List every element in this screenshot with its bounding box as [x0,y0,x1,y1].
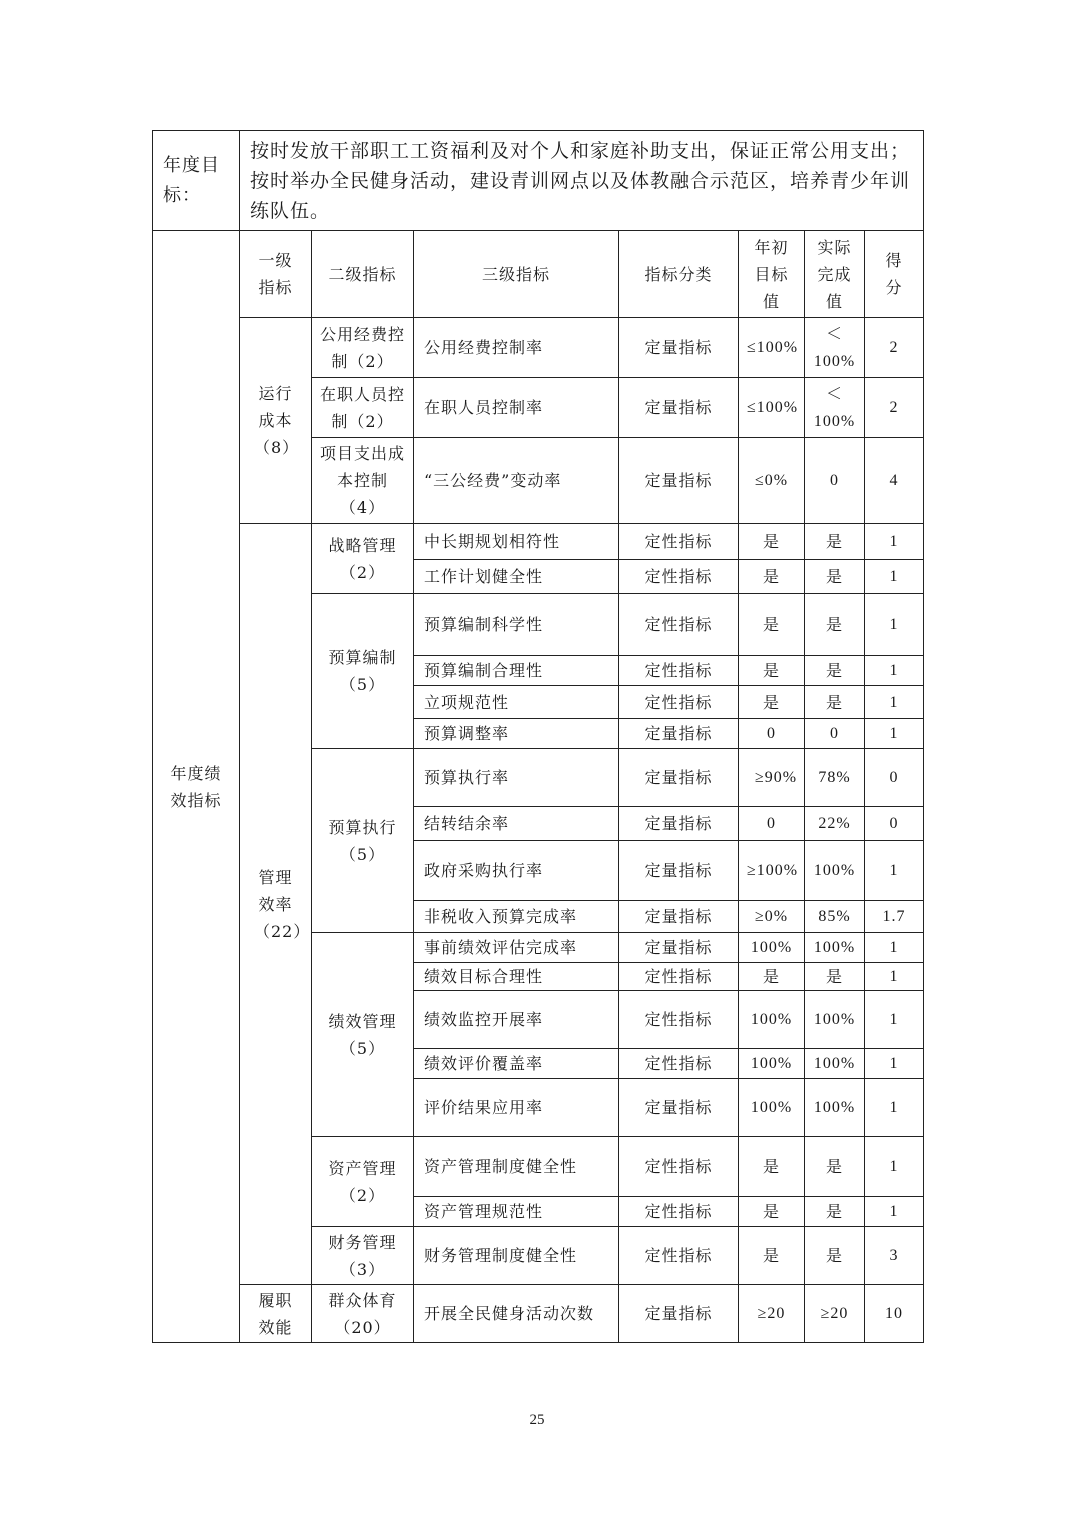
indicator-category: 定量指标 [619,719,739,749]
subgroup-label: 资产管理（2） [312,1137,414,1227]
indicator-score: 1 [865,1079,924,1137]
subgroup-label: 项目支出成本控制（4） [312,438,414,524]
indicator-actual: 是 [805,524,865,560]
indicator-actual: 100% [805,991,865,1049]
indicator-actual: 是 [805,1137,865,1197]
indicator-name: 预算调整率 [414,719,619,749]
indicator-score: 3 [865,1227,924,1285]
indicator-actual: 0 [805,438,865,524]
table-row [153,1285,924,1343]
indicator-score: 4 [865,438,924,524]
goal-label: 年度目标： [153,131,240,231]
indicator-name: 非税收入预算完成率 [414,901,619,933]
indicator-score: 1 [865,1137,924,1197]
indicator-score: 0 [865,807,924,841]
indicator-actual: 是 [805,1227,865,1285]
indicator-actual: ＜100% [805,378,865,438]
indicator-target: 是 [739,1227,805,1285]
indicator-category: 定量指标 [619,841,739,901]
indicator-actual: ≥20 [805,1285,865,1343]
indicator-name: 结转结余率 [414,807,619,841]
indicator-actual: ＜100% [805,318,865,378]
table-row [153,318,924,378]
indicator-name: 工作计划健全性 [414,560,619,594]
indicator-score: 1 [865,524,924,560]
header-actual: 实际完成值 [805,231,865,318]
goal-row [153,131,924,231]
indicator-category: 定性指标 [619,560,739,594]
indicator-target: 100% [739,933,805,963]
indicator-name: 公用经费控制率 [414,318,619,378]
indicator-name: 在职人员控制率 [414,378,619,438]
indicator-actual: 是 [805,1197,865,1227]
header-level1: 一级指标 [240,231,312,318]
indicator-category: 定性指标 [619,594,739,656]
indicator-target: 0 [739,719,805,749]
group-duty-effectiveness: 履职效能 [240,1285,312,1343]
indicator-category: 定量指标 [619,749,739,807]
indicator-target: ≥0% [739,901,805,933]
indicator-target: 100% [739,1049,805,1079]
header-target: 年初目标值 [739,231,805,318]
indicator-target: ≤100% [739,378,805,438]
page-number: 25 [529,1412,545,1428]
indicator-category: 定量指标 [619,1079,739,1137]
indicator-target: 是 [739,1197,805,1227]
indicator-category: 定量指标 [619,901,739,933]
indicator-name: “三公经费”变动率 [414,438,619,524]
indicator-target: 100% [739,1079,805,1137]
indicator-score: 1 [865,560,924,594]
indicator-name: 立项规范性 [414,686,619,719]
subgroup-label: 群众体育（20） [312,1285,414,1343]
indicator-name: 评价结果应用率 [414,1079,619,1137]
indicator-category: 定量指标 [619,933,739,963]
subgroup-label: 在职人员控制（2） [312,378,414,438]
indicator-name: 预算编制科学性 [414,594,619,656]
indicator-category: 定量指标 [619,807,739,841]
header-category: 指标分类 [619,231,739,318]
indicator-name: 政府采购执行率 [414,841,619,901]
indicator-score: 1 [865,991,924,1049]
indicator-actual: 是 [805,594,865,656]
indicator-name: 财务管理制度健全性 [414,1227,619,1285]
indicator-target: 是 [739,656,805,686]
indicator-target: ≥20 [739,1285,805,1343]
indicator-score: 1 [865,933,924,963]
indicator-name: 预算执行率 [414,749,619,807]
indicator-target: 0 [739,807,805,841]
indicator-target: ≥90% [739,749,805,807]
indicator-actual: 100% [805,1079,865,1137]
indicator-category: 定量指标 [619,438,739,524]
indicator-target: ≥100% [739,841,805,901]
indicator-category: 定性指标 [619,524,739,560]
indicator-actual: 是 [805,686,865,719]
indicator-score: 10 [865,1285,924,1343]
header-row [153,231,924,318]
indicator-category: 定性指标 [619,1137,739,1197]
indicator-score: 1 [865,719,924,749]
indicator-actual: 85% [805,901,865,933]
subgroup-label: 预算执行（5） [312,749,414,933]
group-operating-cost: 运行成本（8） [240,318,312,524]
indicator-name: 中长期规划相符性 [414,524,619,560]
indicator-name: 开展全民健身活动次数 [414,1285,619,1343]
indicators-label: 年度绩效指标 [153,231,240,1343]
indicator-name: 绩效评价覆盖率 [414,1049,619,1079]
indicator-target: 是 [739,560,805,594]
indicator-actual: 22% [805,807,865,841]
indicator-score: 1 [865,656,924,686]
indicator-target: 是 [739,524,805,560]
header-level2: 二级指标 [312,231,414,318]
indicator-name: 资产管理制度健全性 [414,1137,619,1197]
header-level3: 三级指标 [414,231,619,318]
indicator-target: 是 [739,686,805,719]
subgroup-label: 战略管理（2） [312,524,414,594]
indicator-actual: 78% [805,749,865,807]
header-score: 得分 [865,231,924,318]
subgroup-label: 财务管理（3） [312,1227,414,1285]
indicator-category: 定性指标 [619,991,739,1049]
indicator-score: 2 [865,318,924,378]
indicator-actual: 100% [805,841,865,901]
indicator-category: 定性指标 [619,1049,739,1079]
indicator-category: 定性指标 [619,1197,739,1227]
indicator-target: 是 [739,1137,805,1197]
indicator-target: 是 [739,963,805,991]
indicator-category: 定量指标 [619,1285,739,1343]
indicator-target: 100% [739,991,805,1049]
indicator-category: 定性指标 [619,963,739,991]
indicator-actual: 是 [805,656,865,686]
goal-text: 按时发放干部职工工资福利及对个人和家庭补助支出，保证正常公用支出；按时举办全民健身活动，建设青训网点以及体教融合示范区，培养青少年训练队伍。 [240,131,924,231]
indicator-score: 1 [865,686,924,719]
indicator-name: 预算编制合理性 [414,656,619,686]
table-row [153,524,924,560]
subgroup-label: 预算编制（5） [312,594,414,749]
indicator-actual: 是 [805,963,865,991]
indicator-target: ≤0% [739,438,805,524]
indicator-name: 绩效目标合理性 [414,963,619,991]
indicator-actual: 是 [805,560,865,594]
indicator-target: ≤100% [739,318,805,378]
indicator-actual: 0 [805,719,865,749]
indicator-name: 资产管理规范性 [414,1197,619,1227]
indicator-category: 定量指标 [619,318,739,378]
indicator-actual: 100% [805,933,865,963]
indicator-score: 1 [865,594,924,656]
indicator-actual: 100% [805,1049,865,1079]
indicator-category: 定性指标 [619,656,739,686]
indicator-name: 事前绩效评估完成率 [414,933,619,963]
group-management-efficiency: 管理效率（22） [240,524,312,1285]
subgroup-label: 绩效管理（5） [312,933,414,1137]
indicator-category: 定性指标 [619,1227,739,1285]
indicator-score: 2 [865,378,924,438]
indicator-score: 0 [865,749,924,807]
subgroup-label: 公用经费控制（2） [312,318,414,378]
indicator-category: 定性指标 [619,686,739,719]
indicator-score: 1 [865,1197,924,1227]
indicator-target: 是 [739,594,805,656]
indicator-score: 1 [865,963,924,991]
indicator-score: 1.7 [865,901,924,933]
indicator-score: 1 [865,841,924,901]
indicator-name: 绩效监控开展率 [414,991,619,1049]
indicator-category: 定量指标 [619,378,739,438]
performance-table [152,130,924,1343]
indicator-score: 1 [865,1049,924,1079]
